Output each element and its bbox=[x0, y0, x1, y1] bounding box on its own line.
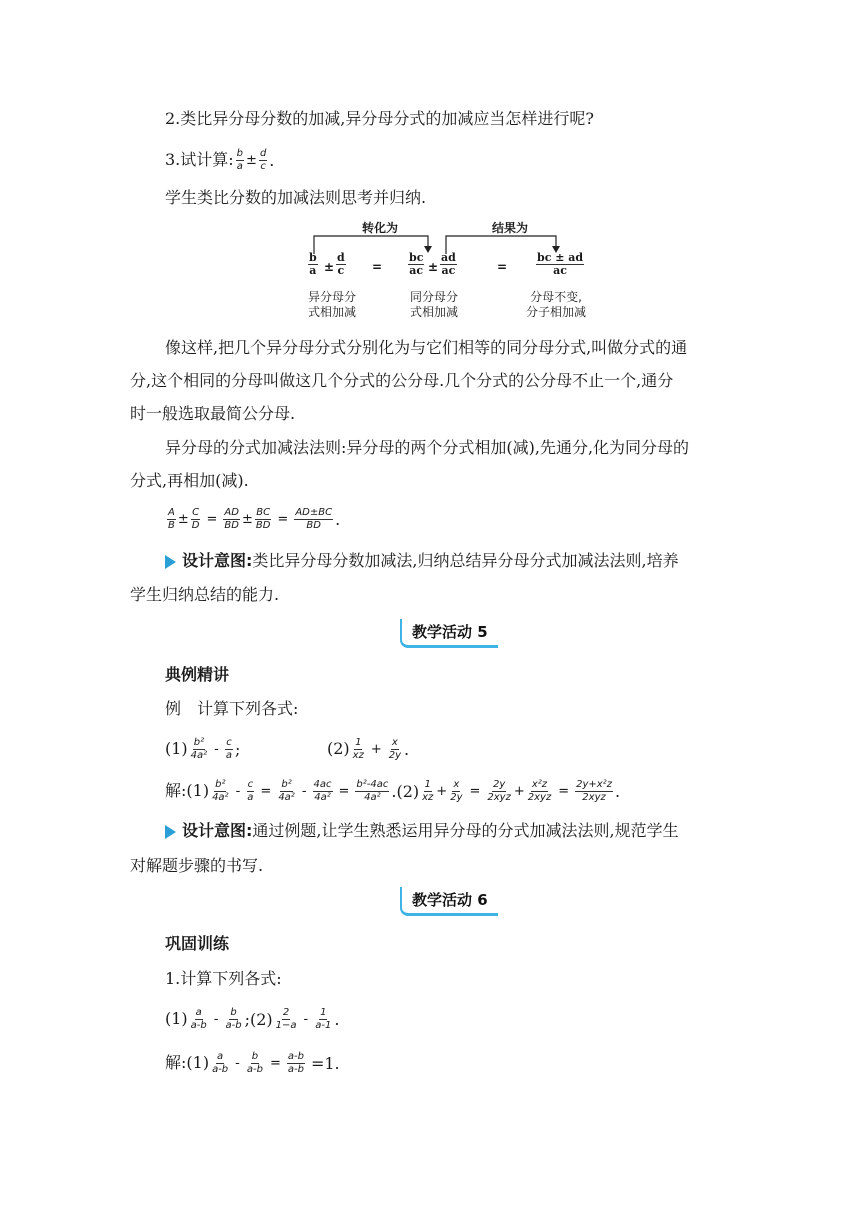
diagram-fraction-3: $\frac{bc}{ac}$ bbox=[409, 251, 424, 277]
diagram-op: ± bbox=[324, 260, 335, 274]
activity-6-heading: 教学活动 6 bbox=[400, 887, 498, 916]
question-3-formula: $\frac{b}{a}$ ± $\frac{d}{c}$ . bbox=[236, 148, 275, 172]
rule-line-1: 异分母的分式加减法法则:异分母的两个分式相加(减),先通分,化为同分母的 bbox=[165, 438, 690, 457]
question-2: 2.类比异分母分数的加减,异分母分式的加减应当怎样进行呢? bbox=[165, 109, 594, 128]
conversion-diagram bbox=[300, 218, 600, 328]
rule-line-2: 分式,再相加(减). bbox=[130, 471, 249, 490]
question-3-label: 3.试计算: bbox=[165, 150, 234, 169]
diagram-fraction-1: $\frac{b}{a}$ bbox=[309, 251, 317, 277]
design-intent-2-line-2: 对解题步骤的书写. bbox=[130, 856, 264, 875]
design-intent-2 bbox=[165, 816, 679, 846]
diagram-caption-3: 分母不变, 分子相加减 bbox=[525, 290, 586, 319]
paragraph-1-line-2: 分,这个相同的分母叫做这几个分式的公分母.几个分式的公分母不止一个,通分 bbox=[130, 371, 674, 390]
example-heading: 典例精讲 bbox=[165, 665, 230, 684]
activity-5-heading: 教学活动 5 bbox=[400, 619, 498, 648]
design-intent-1-line-2: 学生归纳总结的能力. bbox=[130, 585, 280, 604]
diagram-fraction-4: $\frac{ad}{ac}$ bbox=[441, 251, 456, 277]
diagram-label-convert: 转化为 bbox=[361, 221, 398, 235]
practice-1-solution: 解:(1) $\frac{a}{a-b}$ - $\frac{b}{a-b}$ = $\frac{a-b}{a-b}$ =1. bbox=[165, 1051, 340, 1075]
practice-heading: 巩固训练 bbox=[165, 934, 230, 953]
diagram-caption-1: 异分母分 式相加减 bbox=[307, 290, 356, 319]
example-1: (1) $\frac{\text{b²}}{\text{4a²}}$ - $\frac{c}{a}$ ; bbox=[165, 737, 241, 761]
practice-1: 1.计算下列各式: bbox=[165, 969, 282, 988]
fraction: $\frac{d}{c}$ bbox=[259, 148, 267, 172]
rule-formula: $\frac{A}{B}$ ± $\frac{C}{D}$ = $\frac{AD}{BD}$ ± $\frac{BC}{BD}$ = $\frac{AD\pm BC}{BD}$ . bbox=[168, 507, 341, 531]
diagram-fraction-2: $\frac{d}{c}$ bbox=[337, 251, 345, 277]
diagram-label-result: 结果为 bbox=[491, 221, 528, 235]
fraction: $\frac{b}{a}$ bbox=[236, 148, 244, 172]
design-intent-1 bbox=[165, 546, 679, 576]
students-line: 学生类比分数的加减法则思考并归纳. bbox=[165, 188, 427, 207]
paragraph-1-line-1: 像这样,把几个异分母分式分别化为与它们相等的同分母分式,叫做分式的通 bbox=[165, 338, 688, 357]
paragraph-1-line-3: 时一般选取最简公分母. bbox=[130, 404, 296, 423]
diagram-op: ± bbox=[428, 260, 439, 274]
design-intent-label: 设计意图: bbox=[182, 821, 253, 840]
example-2: (2) $\frac{1}{xz}$ + $\frac{x}{2y}$ . bbox=[327, 737, 410, 761]
diagram-caption-2: 同分母分 式相加减 bbox=[409, 290, 458, 319]
diagram-op: = bbox=[497, 260, 508, 274]
diagram-op: = bbox=[372, 260, 383, 274]
question-3 bbox=[165, 145, 274, 176]
example-intro: 例 计算下列各式: bbox=[165, 699, 299, 718]
marker-icon bbox=[165, 825, 176, 839]
design-intent-label: 设计意图: bbox=[182, 551, 253, 570]
practice-1-problems: (1) $\frac{a}{a-b}$ - $\frac{b}{a-b}$ ;(2) $\frac{2}{1-a}$ - $\frac{1}{a-1}$ . bbox=[165, 1007, 340, 1031]
design-intent-text: 类比异分母分数加减法,归纳总结异分母分式加减法法则,培养 bbox=[252, 551, 679, 570]
marker-icon bbox=[165, 555, 176, 569]
design-intent-text: 通过例题,让学生熟悉运用异分母的分式加减法法则,规范学生 bbox=[252, 821, 679, 840]
example-solution: 解:(1) $\frac{\text{b²}}{\text{4a²}}$ - $\frac{c}{a}$ = $\frac{\text{b²}}{\text{4a²}}$ - $\frac{4ac}{\text{4a²}}$ = $\frac{\text{b²-4ac}}{\text{4a²}}$ .(2) $\frac{1}{xz}$ + $\frac{x}{2y}$ = $\frac{2y}{\text{2xyz}}$ + $\frac{\text{x²z}}{\text{2xyz}}$ = $\frac{\text{2y+x²z}}{\text{2xyz}}$ . bbox=[165, 779, 621, 803]
diagram-fraction-5: $\frac{bc \pm ad}{ac}$ bbox=[537, 251, 584, 277]
